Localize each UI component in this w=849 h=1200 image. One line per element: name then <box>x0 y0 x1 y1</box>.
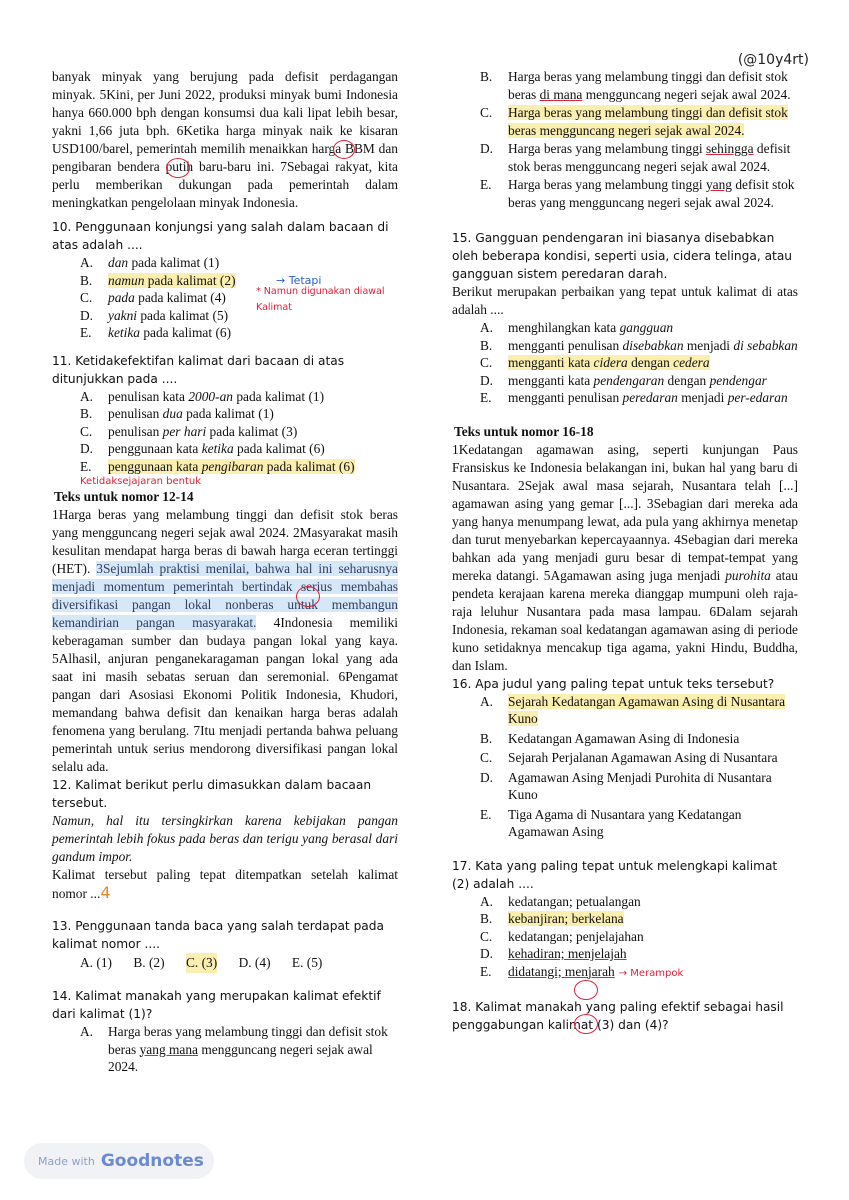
q11-option-b[interactable]: B. penulisan dua pada kalimat (1) <box>80 406 274 421</box>
q10-option-d[interactable]: D. yakni pada kalimat (5) <box>80 307 229 323</box>
q13-option-b[interactable]: B. (2) <box>133 955 165 970</box>
q17-options <box>480 893 798 983</box>
q17-option-a[interactable]: A. kedatangan; petualangan <box>480 893 641 909</box>
q12-ask: Kalimat tersebut paling tepat ditempatkan setelah kalimat nomor ...4 <box>52 867 398 902</box>
q13-option-e[interactable]: E. (5) <box>291 955 323 970</box>
q17-option-e[interactable]: E. didatangi; menjarah → Merampok <box>480 963 684 979</box>
q15-option-e[interactable]: E. mengganti penulisan peredaran menjadi per-edaran <box>480 390 788 405</box>
q15-option-c[interactable]: C. mengganti kata cidera dengan cedera <box>480 355 710 370</box>
q10-option-a[interactable]: A. dan pada kalimat (1) <box>80 255 220 270</box>
q14-option-e[interactable]: E. Harga beras yang melambung tinggi yang defisit stok beras yang mengguncang negeri sejak awal 2024. <box>480 177 795 210</box>
q16-option-b[interactable]: B. Kedatangan Agamawan Asing di Indonesia <box>480 730 740 746</box>
q16-option-a[interactable]: A. Sejarah Kedatangan Agamawan Asing di Nusantara Kuno <box>480 693 786 726</box>
q15-option-d[interactable]: D. mengganti kata pendengaran dengan pendengar <box>480 372 767 388</box>
question-14: 14. Kalimat manakah yang merupakan kalimat efektif dari kalimat (1)? <box>52 989 381 1021</box>
ink-circle-pe-a <box>574 980 598 1000</box>
q14-option-c[interactable]: C. Harga beras yang melambung tinggi dan defisit stok beras mengguncang negeri sejak awal 2024. <box>480 105 788 138</box>
q11-option-e[interactable]: E. penggunaan kata pengibaran pada kalimat (6) <box>80 458 355 474</box>
ink-circle-pe-c <box>574 1014 598 1034</box>
q13-options <box>80 953 398 973</box>
q14-option-b[interactable]: B. Harga beras yang melambung tinggi dan defisit stok beras di mana mengguncang negeri sejak awal 2024. <box>480 69 791 102</box>
q14-options-right <box>480 68 798 211</box>
ink-circle-me <box>333 140 355 159</box>
q15-option-a[interactable]: A. menghilangkan kata gangguan <box>480 320 674 335</box>
q17-option-b[interactable]: B. kebanjiran; berkelana <box>480 911 624 926</box>
question-12: 12. Kalimat berikut perlu dimasukkan dalam bacaan tersebut. <box>52 778 372 810</box>
q15-ask: Berikut merupakan perbaikan yang tepat untuk kalimat di atas adalah .... <box>452 284 798 317</box>
q16-option-d[interactable]: D. Agamawan Asing Menjadi Purohita di Nusantara Kuno <box>480 769 772 802</box>
badge-brand: Goodnotes <box>100 1151 204 1171</box>
q13-option-a[interactable]: A. (1) <box>80 955 112 970</box>
q14-option-d[interactable]: D. Harga beras yang melambung tinggi sehingga defisit stok beras mengguncang negeri sejak awal 2024. <box>480 141 791 174</box>
q11-option-d[interactable]: D. penggunaan kata ketika pada kalimat (6) <box>80 441 325 456</box>
q14-options-left <box>80 1023 398 1076</box>
q14-option-a[interactable]: A. Harga beras yang melambung tinggi dan defisit stok beras yang mana mengguncang negeri sejak awal 2024. <box>80 1024 388 1074</box>
intro-paragraph: banyak minyak yang berujung pada defisit perdagangan minyak. 5Kini, per Juni 2022, produksi minyak bumi Indonesia hanya 660.000 bph dengan konsumsi dua kali lipat lebih besar, yakni 1,66 juta bph. 6Ketika harga minyak naik ke kisaran USD100/barel, pemerintah memilih menaikkan harga BBM dan pengibaran bendera putih baru-baru ini. 7Sebagai rakyat, kita perlu memberikan dukungan pada pemerintah dalam meningkatkan pengelolaan minyak Indonesia. <box>52 69 398 210</box>
q17-option-d[interactable]: D. kehadiran; menjelajah <box>480 946 627 961</box>
question-13: 13. Penggunaan tanda baca yang salah terdapat pada kalimat nomor .... <box>52 919 384 951</box>
q12-answer: 4 <box>100 883 111 902</box>
q11-options <box>80 388 398 476</box>
q11-note: Ketidaksejajaran bentuk <box>80 476 201 487</box>
q10-option-b[interactable]: B. namun pada kalimat (2) → Tetapi <box>80 272 322 288</box>
question-15: 15. Gangguan pendengaran ini biasanya disebabkan oleh beberapa kondisi, seperti usia, cidera telinga, atau gangguan sistem peredaran darah. <box>452 231 793 281</box>
question-18: 18. Kalimat manakah yang paling efektif sebagai hasil penggabungan kalimat (3) dan (4)? <box>452 1000 784 1032</box>
q11-option-c[interactable]: C. penulisan per hari pada kalimat (3) <box>80 423 298 439</box>
text-16-18-paragraph: 1Kedatangan agamawan asing, seperti kunjungan Paus Fransiskus ke Indonesia belakangan ini, bukan hal yang baru di Nusantara. 2Sejak awal masa sejarah, Nusantara telah [...] agamawan asing yang gemar [...]. 3Sebagian dari mereka ada yang hanya menumpang lewat, ada pula yang akhirnya menetap dan turut menyebarkan kepercayaannya. 4Sebagian dari mereka bahkan ada yang menjadi guru besar di tempat-tempat yang mereka datangi. 5Agamawan asing juga menjadi purohita atau pendeta kerajaan karena mereka dianggap mumpuni oleh raja-raja leluhur Nusantara pada masa lampau. 6Dalam sejarah Indonesia, rekaman soal kedatangan agamawan asing di periode kuno setidaknya mencakup tiga agama, yakni Hindu, Buddha, dan Islam. <box>452 441 799 673</box>
q10-option-c[interactable]: C. pada pada kalimat (4) * Namun digunakan diawal Kalimat <box>80 289 398 307</box>
ink-circle-comma <box>296 586 320 607</box>
question-10: 10. Penggunaan konjungsi yang salah dalam bacaan di atas adalah .... <box>52 220 389 252</box>
ink-circle-pe <box>166 158 190 178</box>
q17-option-c[interactable]: C. kedatangan; penjelajahan <box>480 928 644 944</box>
q16-option-c[interactable]: C. Sejarah Perjalanan Agamawan Asing di Nusantara <box>480 750 778 765</box>
author-handle: (@10y4rt) <box>737 52 809 68</box>
q16-options <box>480 693 798 841</box>
q16-option-e[interactable]: E. Tiga Agama di Nusantara yang Kedatangan Agamawan Asing <box>480 806 742 839</box>
right-column <box>452 68 798 1034</box>
q10-note-arrow: → Tetapi <box>276 273 322 287</box>
q10-note-star-2: Kalimat <box>256 302 292 313</box>
highlighted-sentence-3: 3Sejumlah praktisi menilai, bahwa hal ini seharusnya menjadi momentum pemerintah bertindak serius membahas diversifikasi pangan lokal nonberas untuk membangun kemandirian pangan masyarakat. <box>52 561 398 630</box>
q10-option-e[interactable]: E. ketika pada kalimat (6) <box>80 325 232 340</box>
text-12-14-paragraph: 1Harga beras yang melambung tinggi dan defisit stok beras yang mengguncang negeri sejak awal 2024. 2Masyarakat masih kesulitan mendapat harga beras di bawah harga eceran tertinggi (HET). 3Sejumlah praktisi menilai, bahwa hal ini seharusnya menjadi momentum pemerintah bertindak serius membahas diversifikasi pangan lokal nonberas untuk membangun kemandirian pangan masyarakat. 4Indonesia memiliki keberagaman sumber dan budaya pangan lokal yang kaya. 5Alhasil, anjuran penganekaragaman pangan lokal yang ada saat ini masih sebatas seruan dan seremonial. 6Pengamat pangan dari Asosiasi Ekonomi Politik Indonesia, Khudori, memandang bahwa defisit dan kenaikan harga beras adalah fenomena yang berulang. 7Itu menjadi pertanda bahwa peluang pemerintah untuk serius mendorong diversifikasi pangan lokal selalu ada. <box>52 507 398 774</box>
goodnotes-badge <box>24 1143 214 1179</box>
q17-note: → Merampok <box>618 967 684 979</box>
text-16-18-title: Teks untuk nomor 16-18 <box>454 423 594 439</box>
q10-note-star: * Namun digunakan diawal <box>256 286 385 297</box>
question-16: 16. Apa judul yang paling tepat untuk teks tersebut? <box>452 676 775 691</box>
q12-quote: Namun, hal itu tersingkirkan karena kebijakan pangan pemerintah lebih fokus pada beras dan terigu yang berasal dari gandum impor. <box>52 813 398 864</box>
question-17: 17. Kata yang paling tepat untuk melengkapi kalimat (2) adalah .... <box>452 858 778 891</box>
q13-option-c[interactable]: C. (3) <box>186 953 217 973</box>
q15-option-b[interactable]: B. mengganti penulisan disebabkan menjadi di sebabkan <box>480 337 798 353</box>
left-column <box>52 68 398 1076</box>
question-11: 11. Ketidakefektifan kalimat dari bacaan di atas ditunjukkan pada .... <box>52 353 345 386</box>
q10-options <box>80 254 398 342</box>
text-12-14-title: Teks untuk nomor 12-14 <box>54 489 194 504</box>
badge-made-with: Made with <box>38 1154 95 1168</box>
q15-options <box>480 319 798 407</box>
q11-option-a[interactable]: A. penulisan kata 2000-an pada kalimat (1) <box>80 388 325 404</box>
q13-option-d[interactable]: D. (4) <box>238 955 271 970</box>
